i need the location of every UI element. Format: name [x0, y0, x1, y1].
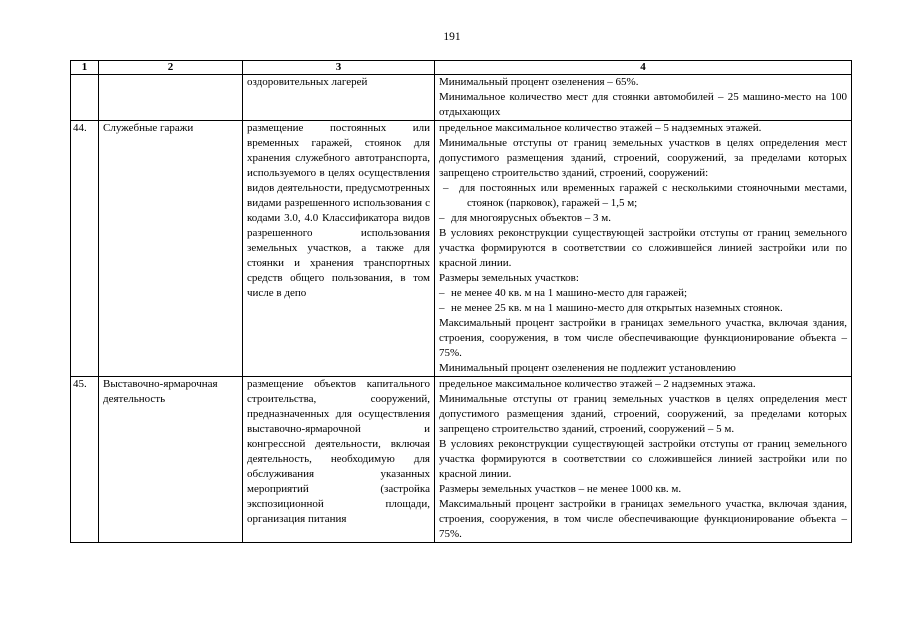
row-number [71, 75, 99, 121]
column-header-1: 1 [71, 61, 99, 75]
parameter-list-item [439, 211, 847, 226]
use-type-name: Выставочно-ярмарочная деятельность [99, 377, 243, 543]
page-number: 191 [443, 31, 461, 43]
use-type-description: размещение объектов капитального строительства, сооружений, предназначенных для осуществления выставочно-ярмарочной и конгрессной деятельности, включая деятельность, необходимую для обслуживания указанных мероприятий (застройка экспозиционной площади, организация питания [243, 377, 435, 543]
regulations-table [70, 60, 852, 543]
row-number: 45. [71, 377, 99, 543]
table-row [71, 121, 852, 377]
list-item-text: для постоянных или временных гаражей с несколькими стояночными местами, стоянок (парковок), гаражей – 1,5 м; [459, 182, 847, 209]
table-row [71, 377, 852, 543]
parameters-cell [435, 121, 852, 377]
column-header-4: 4 [435, 61, 852, 75]
use-type-name [99, 75, 243, 121]
parameter-paragraph: Максимальный процент застройки в границах земельного участка, включая здания, строения, сооружения, в том числе обеспечивающие функционирование объекта – 75%. [439, 498, 847, 540]
parameters-cell [435, 75, 852, 121]
parameter-list-item [439, 286, 847, 301]
list-item-text: не менее 25 кв. м на 1 машино-место для открытых наземных стоянок. [451, 302, 783, 314]
parameter-paragraph: Размеры земельных участков – не менее 1000 кв. м. [439, 483, 682, 495]
list-dash: – [439, 287, 445, 299]
list-item-text: не менее 40 кв. м на 1 машино-место для гаражей; [451, 287, 688, 299]
list-dash: – [443, 182, 449, 194]
parameter-paragraph: Минимальное количество мест для стоянки автомобилей – 25 машино-место на 100 отдыхающих [439, 91, 847, 118]
parameter-list-item [439, 301, 847, 316]
parameter-paragraph: Минимальный процент озеленения – 65%. [439, 76, 639, 88]
parameter-paragraph: Минимальные отступы от границ земельных участков в целях определения мест допустимого размещения зданий, строений, сооружений, за пределами которых запрещено строительство зданий, строений, сооружений – 5 м. [439, 393, 847, 435]
parameter-list-item [439, 181, 847, 211]
parameter-paragraph: предельное максимальное количество этажей – 5 надземных этажей. [439, 122, 762, 134]
parameter-paragraph: предельное максимальное количество этажей – 2 надземных этажа. [439, 378, 756, 390]
use-type-description: размещение постоянных или временных гаражей, стоянок для хранения служебного автотранспорта, используемого в целях осуществления видов деятельности, предусмотренных видами разрешенного использования с кодами 3.0, 4.0 Классификатора видов разрешенного использования земельных участков, а также для стоянки и хранения транспортных средств общего пользования, в том числе в депо [243, 121, 435, 377]
parameters-cell [435, 377, 852, 543]
parameter-paragraph: В условиях реконструкции существующей застройки отступы от границ земельного участка формируются в соответствии со сложившейся линией застройки или по красной линии. [439, 227, 847, 269]
column-header-2: 2 [99, 61, 243, 75]
parameter-paragraph: Размеры земельных участков: [439, 272, 579, 284]
column-header-3: 3 [243, 61, 435, 75]
row-number: 44. [71, 121, 99, 377]
parameter-paragraph: Минимальные отступы от границ земельных участков в целях определения мест допустимого размещения зданий, строений, сооружений, за пределами которых запрещено строительство зданий, строений, сооружений: [439, 137, 847, 179]
table-row [71, 75, 852, 121]
list-dash: – [439, 212, 445, 224]
table-header-row [71, 61, 852, 75]
list-dash: – [439, 302, 445, 314]
parameter-paragraph: Максимальный процент застройки в границах земельного участка, включая здания, строения, сооружения, в том числе обеспечивающие функционирование объекта – 75%. [439, 317, 847, 359]
parameter-paragraph: Минимальный процент озеленения не подлежит установлению [439, 362, 736, 374]
use-type-description: оздоровительных лагерей [243, 75, 435, 121]
parameter-paragraph: В условиях реконструкции существующей застройки отступы от границ земельного участка формируются в соответствии со сложившейся линией застройки или по красной линии. [439, 438, 847, 480]
list-item-text: для многоярусных объектов – 3 м. [451, 212, 612, 224]
use-type-name: Служебные гаражи [99, 121, 243, 377]
